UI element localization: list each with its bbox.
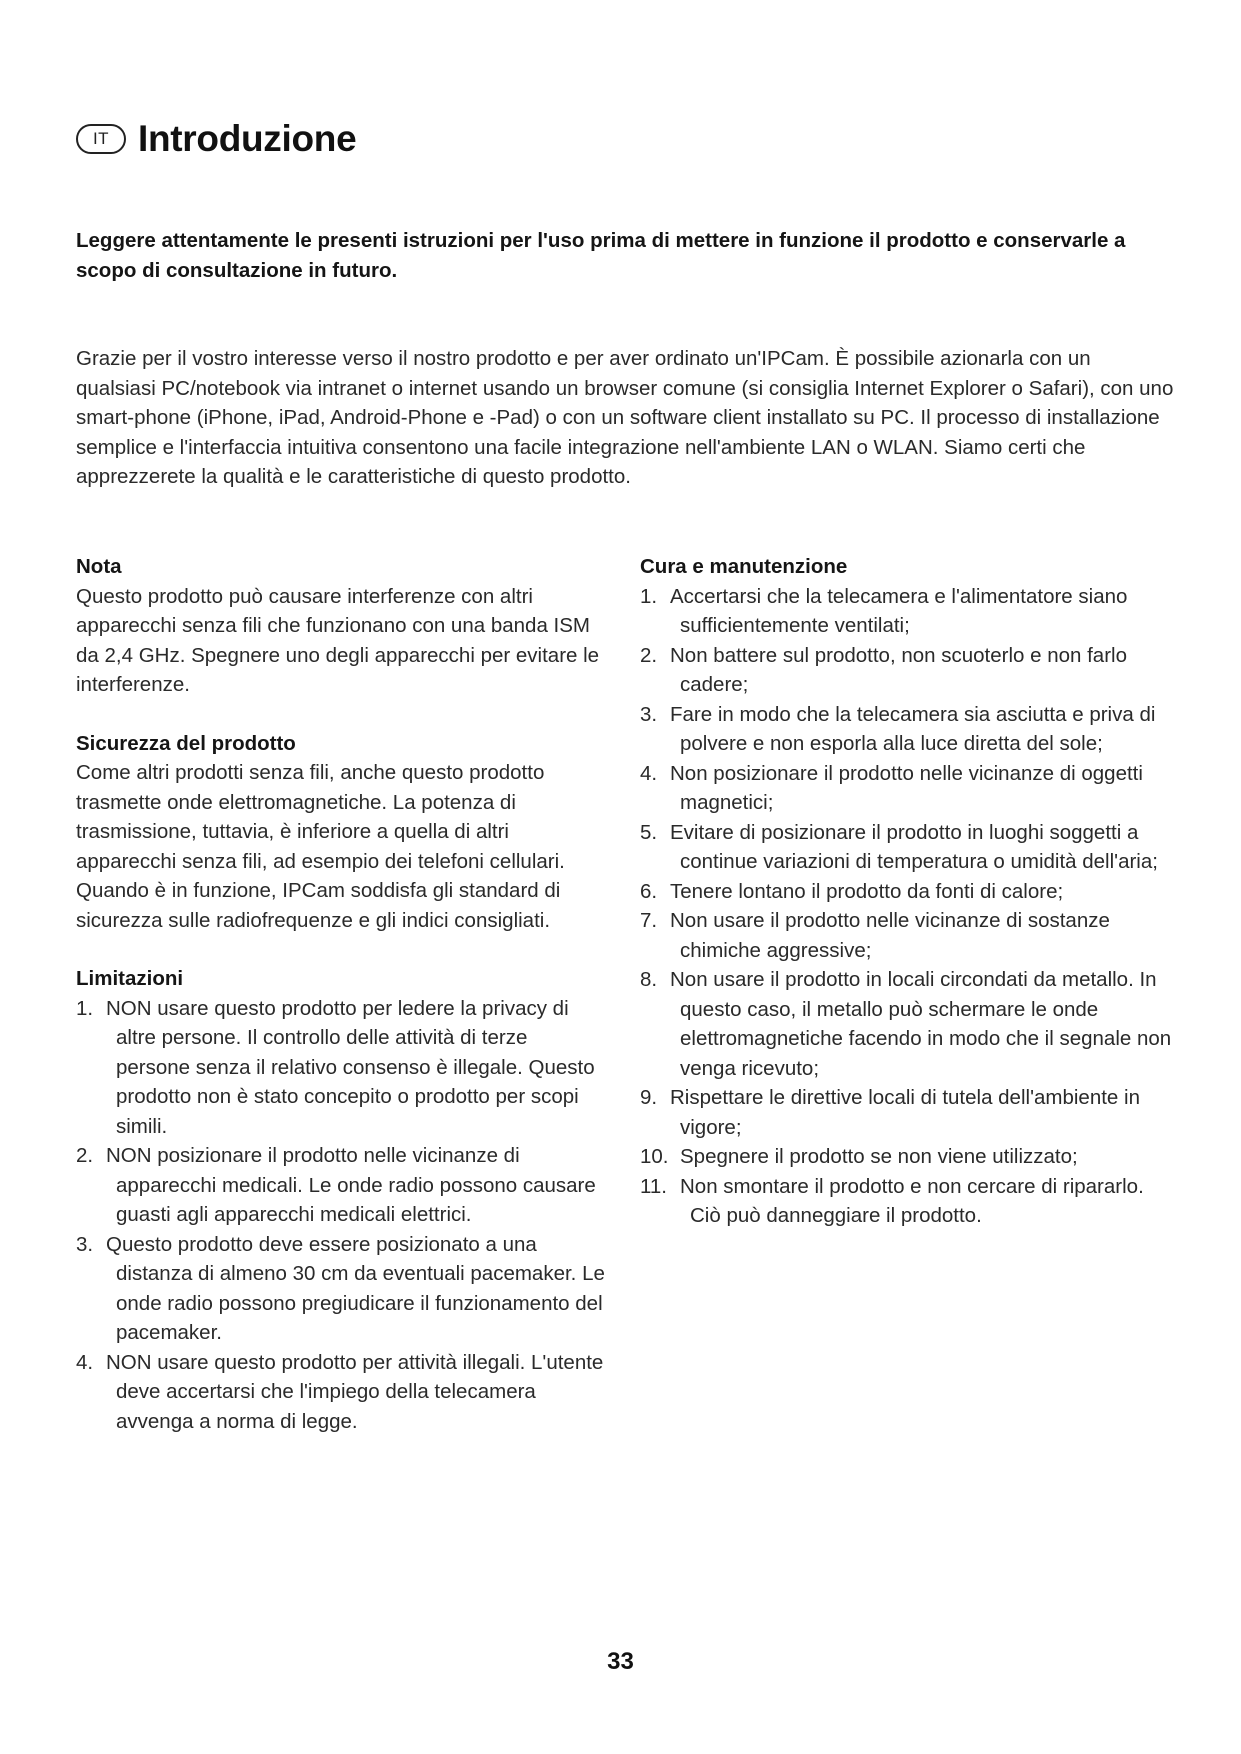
list-item	[76, 1141, 606, 1230]
list-item-text: Non smontare il prodotto e non cercare di ripararlo. Ciò può danneggiare il prodotto.	[680, 1174, 1144, 1227]
list-item-text: NON usare questo prodotto per ledere la privacy di altre persone. Il controllo delle attività di terze persone senza il relativo consenso è illegale. Questo prodotto non è stato concepito o prodotto per scopi simili.	[106, 996, 595, 1138]
right-column	[640, 552, 1180, 1260]
sicurezza-title: Sicurezza del prodotto	[76, 731, 296, 755]
list-item-number: 4.	[640, 761, 658, 785]
list-item	[640, 906, 1180, 965]
list-item-text: Tenere lontano il prodotto da fonti di calore;	[670, 879, 1064, 903]
list-item	[640, 1172, 1180, 1231]
list-item	[640, 759, 1180, 818]
list-item-number: 3.	[640, 702, 658, 726]
nota-title: Nota	[76, 555, 122, 578]
list-item-text: Accertarsi che la telecamera e l'alimentatore siano sufficientemente ventilati;	[670, 584, 1128, 637]
cura-list	[640, 582, 1180, 1231]
list-item-number: 6.	[640, 879, 658, 903]
limitazioni-title: Limitazioni	[76, 967, 184, 990]
list-item	[76, 1348, 606, 1437]
list-item-number: 11.	[640, 1174, 667, 1198]
left-column	[76, 552, 606, 1465]
section-cura	[640, 552, 1180, 1231]
list-item	[640, 582, 1180, 641]
list-item-number: 1.	[76, 996, 94, 1020]
list-item-number: 2.	[76, 1144, 94, 1167]
list-item	[640, 700, 1180, 759]
list-item-text: Non posizionare il prodotto nelle vicinanze di oggetti magnetici;	[670, 761, 1143, 814]
list-item-number: 10.	[640, 1145, 669, 1168]
list-item-number: 9.	[640, 1086, 658, 1109]
page-number: 33	[607, 1648, 634, 1675]
cura-title: Cura e manutenzione	[640, 555, 848, 578]
page-heading	[76, 118, 356, 160]
list-item-text: Fare in modo che la telecamera sia asciutta e priva di polvere e non esporla alla luce diretta del sole;	[670, 702, 1156, 755]
list-item-text: Non usare il prodotto nelle vicinanze di sostanze chimiche aggressive;	[670, 909, 1110, 962]
list-item	[640, 877, 1180, 907]
section-limitazioni	[76, 964, 606, 1436]
list-item-number: 3.	[76, 1232, 94, 1256]
section-sicurezza	[76, 729, 606, 936]
list-item	[76, 1230, 606, 1348]
list-item-number: 1.	[640, 584, 658, 608]
list-item-text: Evitare di posizionare il prodotto in luoghi soggetti a continue variazioni di temperatura o umidità dell'aria;	[670, 820, 1158, 873]
list-item	[640, 818, 1180, 877]
nota-body: Questo prodotto può causare interferenze con altri apparecchi senza fili che funzionano con una banda ISM da 2,4 GHz. Spegnere uno degli apparecchi per evitare le interferenze.	[76, 584, 600, 696]
language-badge: IT	[76, 124, 126, 154]
list-item-text: Non usare il prodotto in locali circondati da metallo. In questo caso, il metallo può schermare le onde elettromagnetiche facendo in modo che il segnale non venga ricevuto;	[670, 968, 1172, 1080]
list-item-number: 7.	[640, 909, 658, 932]
list-item-text: NON usare questo prodotto per attività illegali. L'utente deve accertarsi che l'impiego della telecamera avvenga a norma di legge.	[106, 1350, 604, 1433]
list-item-number: 5.	[640, 820, 658, 844]
limitazioni-list	[76, 994, 606, 1437]
list-item-number: 8.	[640, 968, 658, 991]
list-item-text: Questo prodotto deve essere posizionato a una distanza di almeno 30 cm da eventuali pacemaker. Le onde radio possono pregiudicare il funzionamento del pacemaker.	[106, 1232, 605, 1344]
list-item-number: 4.	[76, 1350, 94, 1374]
list-item-number: 2.	[640, 643, 658, 667]
list-item	[76, 994, 606, 1142]
list-item-text: Spegnere il prodotto se non viene utilizzato;	[680, 1145, 1078, 1168]
list-item-text: Rispettare le direttive locali di tutela dell'ambiente in vigore;	[670, 1086, 1140, 1139]
intro-paragraph: Grazie per il vostro interesse verso il nostro prodotto e per aver ordinato un'IPCam. È possibile azionarla con un qualsiasi PC/notebook via intranet o internet usando un browser comune (si consiglia Internet Explorer o Safari), con uno smart-phone (iPhone, iPad, Android-Phone e -Pad) o con un software client installato su PC. Il processo di installazione semplice e l'interfaccia intuitiva consentono una facile integrazione nell'ambiente LAN o WLAN. Siamo certi che apprezzerete la qualità e le caratteristiche di questo prodotto.	[76, 347, 1174, 488]
list-item	[640, 1083, 1180, 1142]
list-item	[640, 1142, 1180, 1172]
sicurezza-body: Come altri prodotti senza fili, anche questo prodotto trasmette onde elettromagnetiche. La potenza di trasmissione, tuttavia, è inferiore a quella di altri apparecchi senza fili, ad esempio dei telefoni cellulari. Quando è in funzione, IPCam soddisfa gli standard di sicurezza sulle radiofrequenze e gli indici consigliati.	[76, 761, 565, 932]
page-title: Introduzione	[138, 118, 357, 159]
lead-paragraph: Leggere attentamente le presenti istruzioni per l'uso prima di mettere in funzione il prodotto e conservarle a scopo di consultazione in futuro.	[76, 229, 1126, 282]
list-item	[640, 965, 1180, 1083]
list-item-text: Non battere sul prodotto, non scuoterlo e non farlo cadere;	[670, 643, 1127, 696]
list-item	[640, 641, 1180, 700]
section-nota	[76, 552, 606, 700]
list-item-text: NON posizionare il prodotto nelle vicinanze di apparecchi medicali. Le onde radio possono causare guasti agli apparecchi medicali elettrici.	[106, 1144, 596, 1226]
